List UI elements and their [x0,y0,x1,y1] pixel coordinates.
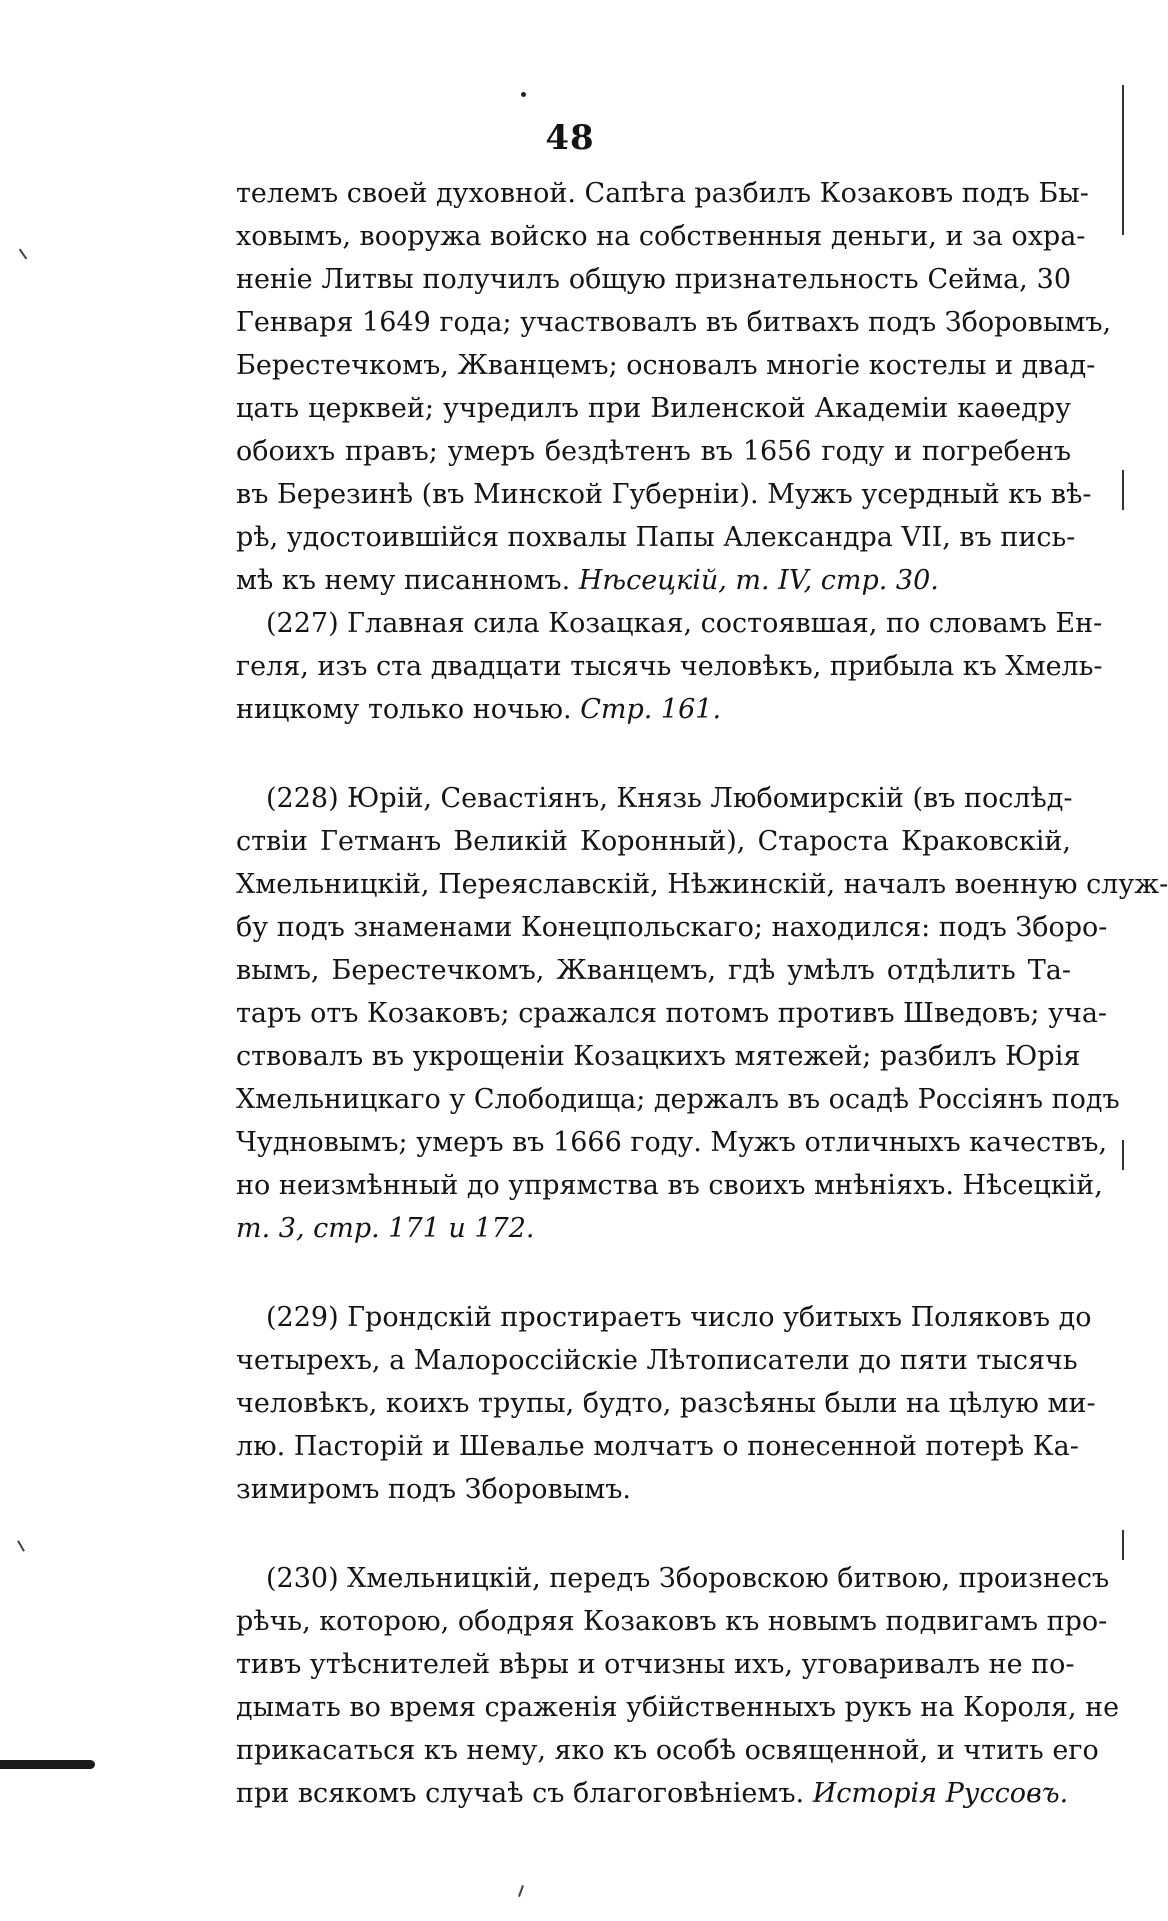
citation: Нѣсецкій, т. IV, стр. 30. [578,565,939,596]
text-line [236,1772,1071,1815]
text-line: но неизмѣнный до упрямства въ своихъ мнѣніяхъ. Нѣсецкій, [236,1170,1103,1201]
note-229 [236,1296,1096,1511]
text-line [236,1207,1071,1250]
text-line: рѣчь, которою, ободряя Козаковъ къ новымъ подвигамъ про- [236,1606,1108,1637]
page-number: 48 [545,118,595,158]
text-line: Хмельницкій, Переяславскій, Нѣжинскій, началъ военную служ- [236,869,1168,900]
citation: Исторія Руссовъ. [812,1778,1069,1809]
text-line: вымъ, Берестечкомъ, Жванцемъ, гдѣ умѣлъ отдѣлить Та- [236,955,1071,986]
ink-mark [19,249,28,260]
note-227 [236,602,1103,731]
text-line: въ Березинѣ (въ Минской Губерніи). Мужъ усердный къ вѣ- [236,479,1092,510]
text-line: ствовалъ въ укрощеніи Козацкихъ мятежей; разбилъ Юрія [236,1041,1081,1072]
text-line [236,559,1071,602]
text-line: Берестечкомъ, Жванцемъ; основалъ многіе костелы и двад- [236,350,1096,381]
text-line: ствіи Гетманъ Великій Коронный), Староста Краковскій, [236,826,1071,857]
text-line: зимиромъ подъ Зборовымъ. [236,1474,631,1505]
page-edge-line [1122,1140,1124,1170]
note-230 [236,1557,1120,1815]
ink-mark [17,1540,25,1551]
note-226-continuation [236,172,1112,602]
text-line: дымать во время сраженія убійственныхъ рукъ на Короля, не [236,1692,1120,1723]
line-text: при всякомъ случаѣ съ благоговѣніемъ. [236,1778,805,1809]
ink-smudge [0,1760,95,1769]
ink-mark [518,1885,524,1897]
text-line: обоихъ правъ; умеръ бездѣтенъ въ 1656 году и погребенъ [236,436,1071,467]
page-edge-line [1122,85,1124,235]
text-line: человѣкъ, коихъ трупы, будто, разсѣяны были на цѣлую ми- [236,1388,1096,1419]
text-line [236,688,1071,731]
page-edge-line [1122,1530,1124,1560]
text-line: прикасаться къ нему, яко къ особѣ освященной, и чтить его [236,1735,1099,1766]
text-line: четырехъ, а Малороссійскіе Лѣтописатели до пяти тысячь [236,1345,1078,1376]
top-ink-dot [521,92,526,97]
text-line: Чудновымъ; умеръ въ 1666 году. Мужъ отличныхъ качествъ, [236,1127,1108,1158]
text-line: цать церквей; учредилъ при Виленской Академіи каѳедру [236,393,1071,424]
text-line: (229) Грондскій простираетъ число убитыхъ Поляковъ до [266,1302,1092,1333]
citation: т. 3, стр. 171 и 172. [236,1213,535,1244]
page-edge-line [1122,470,1124,510]
text-line: Генваря 1649 года; участвовалъ въ битвахъ подъ Зборовымъ, [236,307,1112,338]
text-line: неніе Литвы получилъ общую признательность Сейма, 30 [236,264,1071,295]
text-line: бу подъ знаменами Конецпольскаго; находился: подъ Зборо- [236,912,1108,943]
notes-text [236,172,1168,1815]
text-line: тивъ утѣснителей вѣры и отчизны ихъ, уговаривалъ не по- [236,1649,1075,1680]
line-text: мѣ къ нему писанномъ. [236,565,571,596]
text-line: (228) Юрій, Севастіянъ, Князь Любомирскій (въ послѣд- [266,783,1073,814]
text-line: таръ отъ Козаковъ; сражался потомъ противъ Шведовъ; уча- [236,998,1108,1029]
note-228 [236,777,1168,1250]
text-line: лю. Пасторій и Шевалье молчатъ о понесенной потерѣ Ка- [236,1431,1079,1462]
text-line: Хмельницкаго у Слободища; держалъ въ осадѣ Россіянъ подъ [236,1084,1120,1115]
text-line: ховымъ, вооружа войско на собственныя деньги, и за охра- [236,221,1086,252]
text-line: (227) Главная сила Козацкая, состоявшая, по словамъ Ен- [266,608,1103,639]
text-line: (230) Хмельницкій, передъ Зборовскою битвою, произнесъ [266,1563,1110,1594]
line-text: ницкому только ночью. [236,694,572,725]
text-line: геля, изъ ста двадцати тысячь человѣкъ, прибыла къ Хмель- [236,651,1103,682]
text-line: рѣ, удостоившійся похвалы Папы Александра VII, въ пись- [236,522,1076,553]
citation: Стр. 161. [580,694,722,725]
text-line: телемъ своей духовной. Сапѣга разбилъ Козаковъ подъ Бы- [236,178,1089,209]
